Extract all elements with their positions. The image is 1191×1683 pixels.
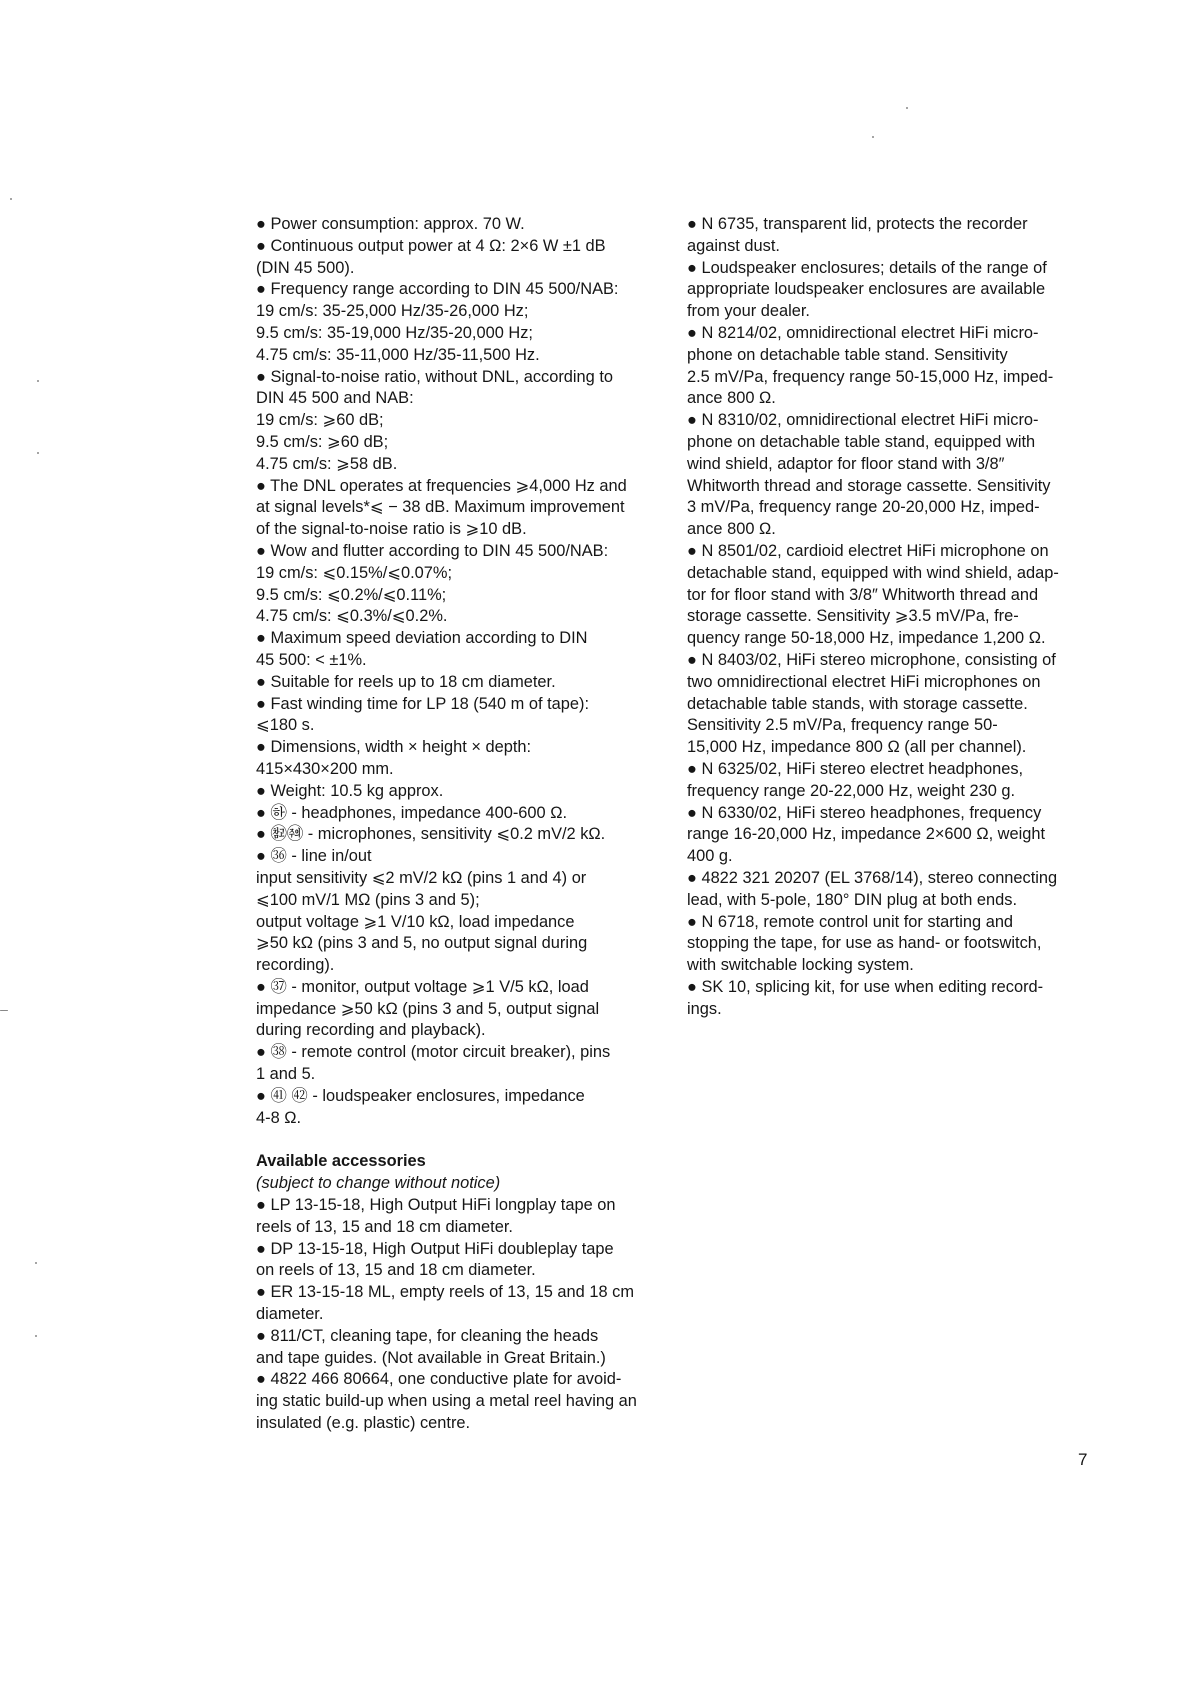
spec-line: 19 cm/s: 35-25,000 Hz/35-26,000 Hz; xyxy=(256,302,529,321)
accessory-line: ance 800 Ω. xyxy=(687,520,776,539)
spec-line: impedance ⩾50 kΩ (pins 3 and 5, output signal xyxy=(256,999,600,1018)
accessory-line: lead, with 5-pole, 180° DIN plug at both ends. xyxy=(687,890,1018,909)
accessory-line: ● 4822 321 20207 (EL 3768/14), stereo connecting xyxy=(687,868,1058,887)
accessory-line: 15,000 Hz, impedance 800 Ω (all per channel). xyxy=(687,738,1027,757)
spec-line: 4-8 Ω. xyxy=(256,1108,302,1127)
accessory-line: stopping the tape, for use as hand- or footswitch, xyxy=(687,934,1042,953)
section-gap xyxy=(256,1129,659,1151)
spec-line: ● ㊳ - remote control (motor circuit breaker), pins xyxy=(256,1043,611,1062)
specifications-column xyxy=(256,214,659,1435)
accessory-line: ● N 8310/02, omnidirectional electret HiFi micro- xyxy=(687,411,1039,430)
spec-line: 1 and 5. xyxy=(256,1065,316,1084)
accessory-line: ● 4822 466 80664, one conductive plate for avoid- xyxy=(256,1370,622,1389)
accessory-line: ing static build-up when using a metal reel having an xyxy=(256,1392,637,1411)
spec-line: ● Maximum speed deviation according to DIN xyxy=(256,629,588,648)
accessory-line: ● SK 10, splicing kit, for use when editing record- xyxy=(687,977,1044,996)
accessories-list xyxy=(256,1195,659,1435)
accessory-line: on reels of 13, 15 and 18 cm diameter. xyxy=(256,1261,536,1280)
scan-speck xyxy=(37,452,39,454)
accessory-line: reels of 13, 15 and 18 cm diameter. xyxy=(256,1217,513,1236)
accessory-line: appropriate loudspeaker enclosures are available xyxy=(687,280,1046,299)
spec-line: 4.75 cm/s: ⩽0.3%/⩽0.2%. xyxy=(256,607,448,626)
accessory-line: ● N 8214/02, omnidirectional electret HiFi micro- xyxy=(687,323,1039,342)
spec-line: ● Dimensions, width × height × depth: xyxy=(256,738,532,757)
accessory-line: Whitworth thread and storage cassette. Sensitivity xyxy=(687,476,1051,495)
accessories-heading: Available accessories xyxy=(256,1152,426,1171)
spec-line: input sensitivity ⩽2 mV/2 kΩ (pins 1 and 4) or xyxy=(256,868,587,887)
accessory-line: ● N 8403/02, HiFi stereo microphone, consisting of xyxy=(687,650,1056,669)
accessory-line: ● N 6718, remote control unit for starting and xyxy=(687,912,1014,931)
spec-line: 415×430×200 mm. xyxy=(256,759,394,778)
accessory-line: 2.5 mV/Pa, frequency range 50-15,000 Hz, imped- xyxy=(687,367,1054,386)
accessory-line: with switchable locking system. xyxy=(687,956,914,975)
accessory-line: tor for floor stand with 3/8″ Whitworth thread and xyxy=(687,585,1039,604)
accessory-line: and tape guides. (Not available in Great Britain.) xyxy=(256,1348,606,1367)
spec-line: 9.5 cm/s: 35-19,000 Hz/35-20,000 Hz; xyxy=(256,323,533,342)
spec-line: 19 cm/s: ⩽0.15%/⩽0.07%; xyxy=(256,563,453,582)
spec-line: ● ㉼㉽ - microphones, sensitivity ⩽0.2 mV/2 kΩ. xyxy=(256,825,606,844)
spec-line: ● Weight: 10.5 kg approx. xyxy=(256,781,444,800)
accessory-line: ● N 6330/02, HiFi stereo headphones, frequency xyxy=(687,803,1042,822)
accessory-line: 400 g. xyxy=(687,847,733,866)
spec-line: 19 cm/s: ⩾60 dB; xyxy=(256,411,384,430)
accessory-line: 3 mV/Pa, frequency range 20-20,000 Hz, imped- xyxy=(687,498,1040,517)
spec-line: at signal levels*⩽ − 38 dB. Maximum improvement xyxy=(256,498,625,517)
accessories-continued-text xyxy=(687,214,1090,1020)
spec-line: ● Frequency range according to DIN 45 500/NAB: xyxy=(256,280,619,299)
accessory-line: ● N 6325/02, HiFi stereo electret headphones, xyxy=(687,759,1024,778)
accessories-subheading: (subject to change without notice) xyxy=(256,1174,501,1193)
scan-speck xyxy=(35,1262,37,1264)
spec-line: ● The DNL operates at frequencies ⩾4,000 Hz and xyxy=(256,476,627,495)
accessory-line: phone on detachable table stand, equipped with xyxy=(687,432,1036,451)
spec-line: ● ㉻ - headphones, impedance 400-600 Ω. xyxy=(256,803,568,822)
spec-line: 9.5 cm/s: ⩾60 dB; xyxy=(256,432,389,451)
accessory-line: detachable table stands, with storage cassette. xyxy=(687,694,1028,713)
scan-speck xyxy=(872,136,874,138)
accessory-line: ings. xyxy=(687,999,722,1018)
accessory-line: ance 800 Ω. xyxy=(687,389,776,408)
accessory-line: ● Loudspeaker enclosures; details of the range of xyxy=(687,258,1047,277)
spec-line: 4.75 cm/s: ⩾58 dB. xyxy=(256,454,398,473)
accessory-line: ● ER 13-15-18 ML, empty reels of 13, 15 and 18 cm xyxy=(256,1283,634,1302)
accessory-line: ● N 6735, transparent lid, protects the recorder xyxy=(687,215,1028,233)
accessory-line: frequency range 20-22,000 Hz, weight 230 g. xyxy=(687,781,1016,800)
spec-line: 4.75 cm/s: 35-11,000 Hz/35-11,500 Hz. xyxy=(256,345,540,364)
spec-line: of the signal-to-noise ratio is ⩾10 dB. xyxy=(256,520,527,539)
accessory-line: ● LP 13-15-18, High Output HiFi longplay tape on xyxy=(256,1196,616,1215)
spec-line: 45 500: < ±1%. xyxy=(256,650,367,669)
spec-line: recording). xyxy=(256,956,335,975)
accessory-line: phone on detachable table stand. Sensitivity xyxy=(687,345,1008,364)
spec-line: ● ㊶ ㊷ - loudspeaker enclosures, impedance xyxy=(256,1086,585,1105)
spec-line: ⩽100 mV/1 MΩ (pins 3 and 5); xyxy=(256,890,480,909)
accessory-line: quency range 50-18,000 Hz, impedance 1,200 Ω. xyxy=(687,629,1046,648)
spec-line: ● ㊲ - monitor, output voltage ⩾1 V/5 kΩ, load xyxy=(256,977,589,996)
accessories-continued-column xyxy=(687,214,1090,1020)
spec-line: ● Power consumption: approx. 70 W. xyxy=(256,215,525,233)
specifications-text xyxy=(256,214,659,1129)
scan-speck xyxy=(906,107,908,109)
accessory-line: detachable stand, equipped with wind shield, adap- xyxy=(687,563,1059,582)
accessory-line: ● DP 13-15-18, High Output HiFi doubleplay tape xyxy=(256,1239,614,1258)
scan-speck xyxy=(37,380,39,382)
accessory-line: ● 811/CT, cleaning tape, for cleaning the heads xyxy=(256,1326,599,1345)
accessory-line: ● N 8501/02, cardioid electret HiFi microphone on xyxy=(687,541,1049,560)
accessory-line: wind shield, adaptor for floor stand with 3/8″ xyxy=(687,454,1005,473)
accessory-line: insulated (e.g. plastic) centre. xyxy=(256,1414,471,1433)
spec-line: during recording and playback). xyxy=(256,1021,486,1040)
spec-line: ● Continuous output power at 4 Ω: 2×6 W ±1 dB xyxy=(256,236,606,255)
spec-line: DIN 45 500 and NAB: xyxy=(256,389,414,408)
accessory-line: from your dealer. xyxy=(687,302,810,321)
scan-speck xyxy=(35,1335,37,1337)
spec-line: ● ㊱ - line in/out xyxy=(256,847,372,866)
spec-line: 9.5 cm/s: ⩽0.2%/⩽0.11%; xyxy=(256,585,447,604)
accessory-line: range 16-20,000 Hz, impedance 2×600 Ω, weight xyxy=(687,825,1046,844)
spec-line: ● Signal-to-noise ratio, without DNL, according to xyxy=(256,367,614,386)
accessory-line: diameter. xyxy=(256,1305,324,1324)
accessory-line: two omnidirectional electret HiFi microphones on xyxy=(687,672,1041,691)
scan-speck xyxy=(0,1010,8,1011)
spec-line: ● Fast winding time for LP 18 (540 m of tape): xyxy=(256,694,590,713)
accessory-line: Sensitivity 2.5 mV/Pa, frequency range 50- xyxy=(687,716,998,735)
page-number: 7 xyxy=(1078,1450,1088,1469)
scan-speck xyxy=(10,198,12,200)
accessory-line: against dust. xyxy=(687,236,780,255)
spec-line: ● Wow and flutter according to DIN 45 500/NAB: xyxy=(256,541,609,560)
accessory-line: storage cassette. Sensitivity ⩾3.5 mV/Pa, fre- xyxy=(687,607,1019,626)
spec-line: ⩽180 s. xyxy=(256,716,315,735)
spec-line: ● Suitable for reels up to 18 cm diameter. xyxy=(256,672,556,691)
spec-line: ⩾50 kΩ (pins 3 and 5, no output signal during xyxy=(256,934,588,953)
spec-line: (DIN 45 500). xyxy=(256,258,355,277)
spec-line: output voltage ⩾1 V/10 kΩ, load impedance xyxy=(256,912,575,931)
